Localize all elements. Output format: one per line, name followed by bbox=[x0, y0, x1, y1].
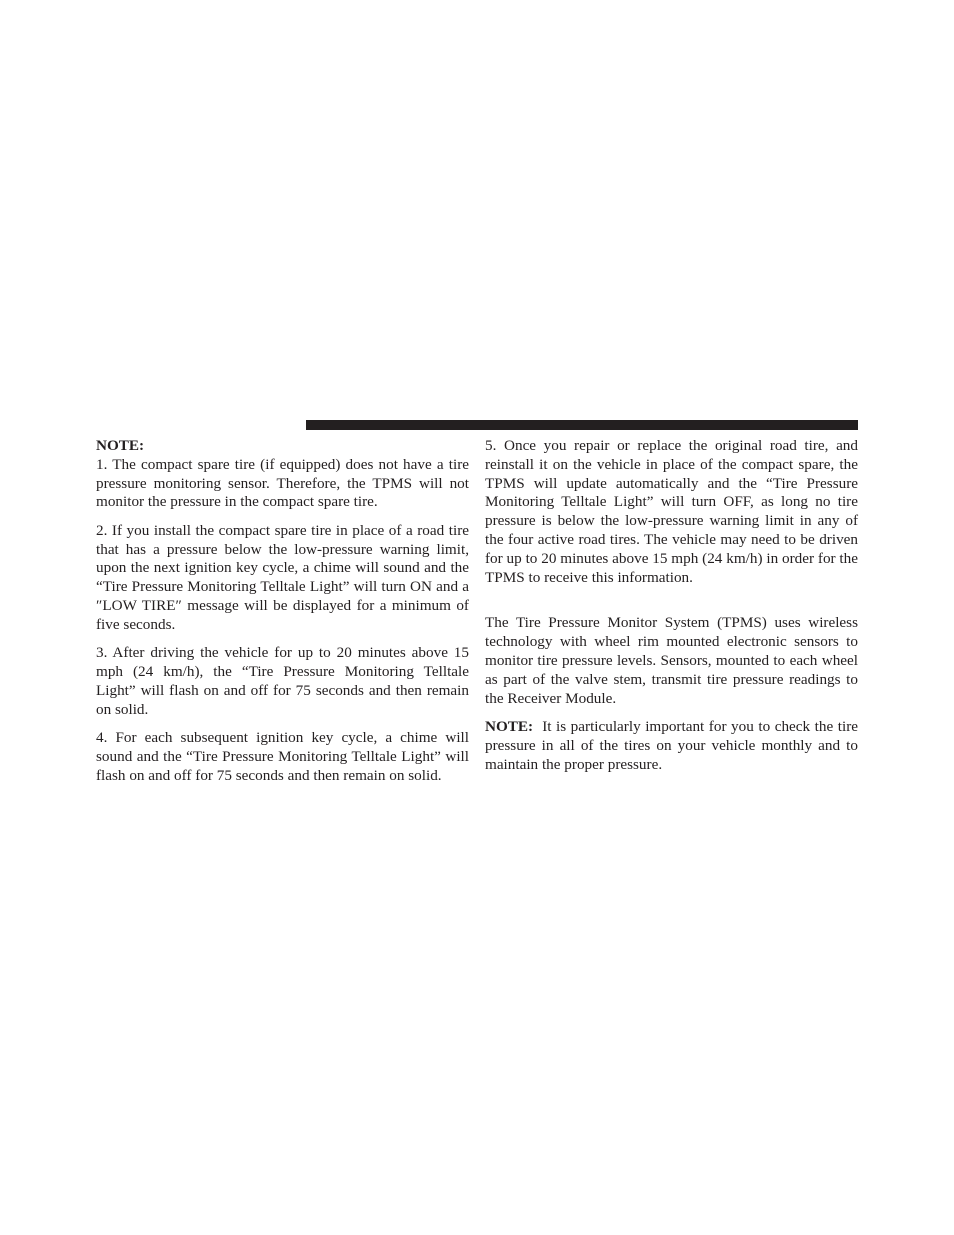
tpms-note bbox=[485, 718, 858, 774]
note-item-4: 4. For each subsequent ignition key cycle, a chime will sound and the “Tire Pressure Monitoring Telltale Light” will flash on and off for 75 seconds and then remain on solid. bbox=[96, 728, 469, 784]
tpms-note-label: NOTE: bbox=[485, 717, 534, 735]
tpms-description: The Tire Pressure Monitor System (TPMS) uses wireless technology with wheel rim mounted electronic sensors to monitor tire pressure levels. Sensors, mounted to each wheel as part of the valve stem, transmit tire pressure readings to the Receiver Module. bbox=[485, 614, 858, 707]
note-heading: NOTE: bbox=[96, 437, 145, 454]
note-item-2: 2. If you install the compact spare tire in place of a road tire that has a pressure below the low-pressure warning limit, upon the next ignition key cycle, a chime will sound and the “Tire Pressure Monitoring Telltale Light” will turn ON and a ″LOW TIRE″ message will be displayed for a minimum of five seconds. bbox=[96, 521, 469, 633]
note-item-1: 1. The compact spare tire (if equipped) does not have a tire pressure monitoring sensor. Therefore, the TPMS will not monitor the pressure in the compact spare tire. bbox=[96, 455, 469, 511]
tpms-note-text: It is particularly important for you to check the tire pressure in all of the tires on your vehicle monthly and to maintain the proper pressure. bbox=[485, 717, 858, 773]
right-column bbox=[485, 437, 858, 784]
left-column bbox=[96, 437, 469, 795]
section-header-bar bbox=[306, 420, 858, 430]
note-item-3: 3. After driving the vehicle for up to 20 minutes above 15 mph (24 km/h), the “Tire Pressure Monitoring Telltale Light” will flash on and off for 75 seconds and then remain on solid. bbox=[96, 644, 469, 718]
note-item-5: 5. Once you repair or replace the original road tire, and reinstall it on the vehicle in place of the compact spare, the TPMS will update automatically and the “Tire Pressure Monitoring Telltale Light” will turn OFF, as long no tire pressure is below the low-pressure warning limit in any of the four active road tires. The vehicle may need to be driven for up to 20 minutes above 15 mph (24 km/h) in order for the TPMS to receive this information. bbox=[485, 437, 858, 586]
